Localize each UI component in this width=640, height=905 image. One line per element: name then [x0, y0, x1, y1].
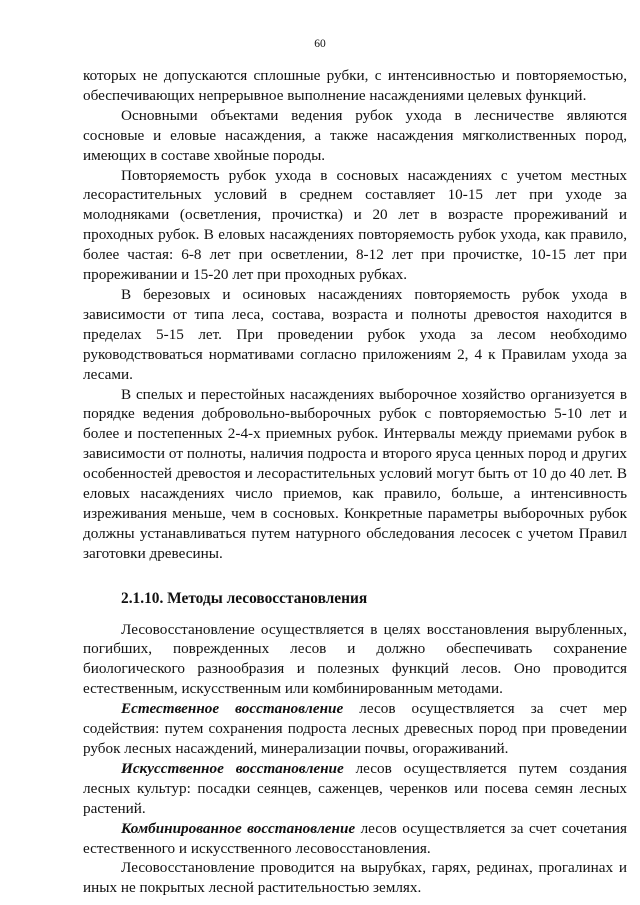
paragraph-main-objects: Основными объектами ведения рубок ухода в лесничестве являются сосновые и еловые насаждения, а также насаждения мягколиственных пород, имеющих в составе хвойные породы.: [83, 106, 627, 164]
paragraph-artificial-restoration: [83, 759, 627, 819]
paragraph-repeat-birch-aspen: В березовых и осиновых насаждениях повторяемость рубок ухода в зависимости от типа леса, состава, возраста и полноты древостоя находится в пределах 5-15 лет. При проведении рубок ухода за лесом необходимо руководствоваться нормативами согласно приложениям 2, 4 к Правилам ухода за лесами.: [83, 285, 627, 383]
paragraph-selective-felling: В спелых и перестойных насаждениях выборочное хозяйство организуется в порядке ведения добровольно-выборочных рубок с повторяемостью 5-10 лет и более и постепенных 2-4-х приемных рубок. Интервалы между приемами рубок в зависимости от полноты, наличия подроста и второго яруса ценных пород и других особенностей древостоя и лесорастительных условий могут быть от 10 до 40 лет. В еловых насаждениях число приемов, как правило, больше, а интенсивность изреживания меньше, чем в сосновых. Конкретные параметры выборочных рубок должны устанавливаться путем натурного обследования лесосек с учетом Правил заготовки древесины.: [83, 385, 627, 562]
section-heading: 2.1.10. Методы лесовосстановления: [121, 589, 368, 607]
paragraph-repeat-pine-spruce: Повторяемость рубок ухода в сосновых насаждениях с учетом местных лесорастительных условий в среднем составляет 10-15 лет при уходе за молодняками (осветления, прочистка) и 20 лет в возрасте прореживаний и проходных рубок. В еловых насаждениях повторяемость рубок ухода, как правило, более частая: 6-8 лет при осветлении, 8-12 лет при прочистке, 10-15 лет при прореживании и 15-20 лет при проходных рубках.: [83, 166, 627, 284]
paragraph-combined-restoration: [83, 819, 627, 859]
natural-restoration-text: лесов осуществляется за счет мер содействия: путем сохранения подроста лесных древесных пород при проведении рубок лесных насаждений, минерализации почвы, огораживаний.: [83, 700, 627, 757]
paragraph-reforestation-intro: Лесовосстановление осуществляется в целях восстановления вырубленных, погибших, поврежденных лесов и должно обеспечивать сохранение биологического разнообразия и полезных функций лесов. Оно проводится естественным, искусственным или комбинированным методами.: [83, 620, 627, 698]
paragraph-natural-restoration: [83, 699, 627, 759]
combined-restoration-text: лесов осуществляется за счет сочетания естественного и искусственного лесовосстановления.: [83, 819, 627, 857]
document-body: [83, 66, 627, 898]
term-combined-restoration: Комбинированное восстановление: [121, 819, 356, 837]
term-artificial-restoration: Искусственное восстановление: [121, 759, 344, 777]
term-natural-restoration: Естественное восстановление: [121, 700, 344, 718]
page-number: 60: [314, 38, 326, 50]
paragraph-continuation: которых не допускаются сплошные рубки, с интенсивностью и повторяемостью, обеспечивающих непрерывное выполнение насаждениями целевых функций.: [83, 67, 627, 104]
paragraph-reforestation-locations: Лесовосстановление проводится на вырубках, гарях, рединах, прогалинах и иных не покрытых лесной растительностью землях.: [83, 859, 627, 897]
artificial-restoration-text: лесов осуществляется путем создания лесных культур: посадки сеянцев, саженцев, черенков или посева семян лесных растений.: [83, 759, 627, 817]
